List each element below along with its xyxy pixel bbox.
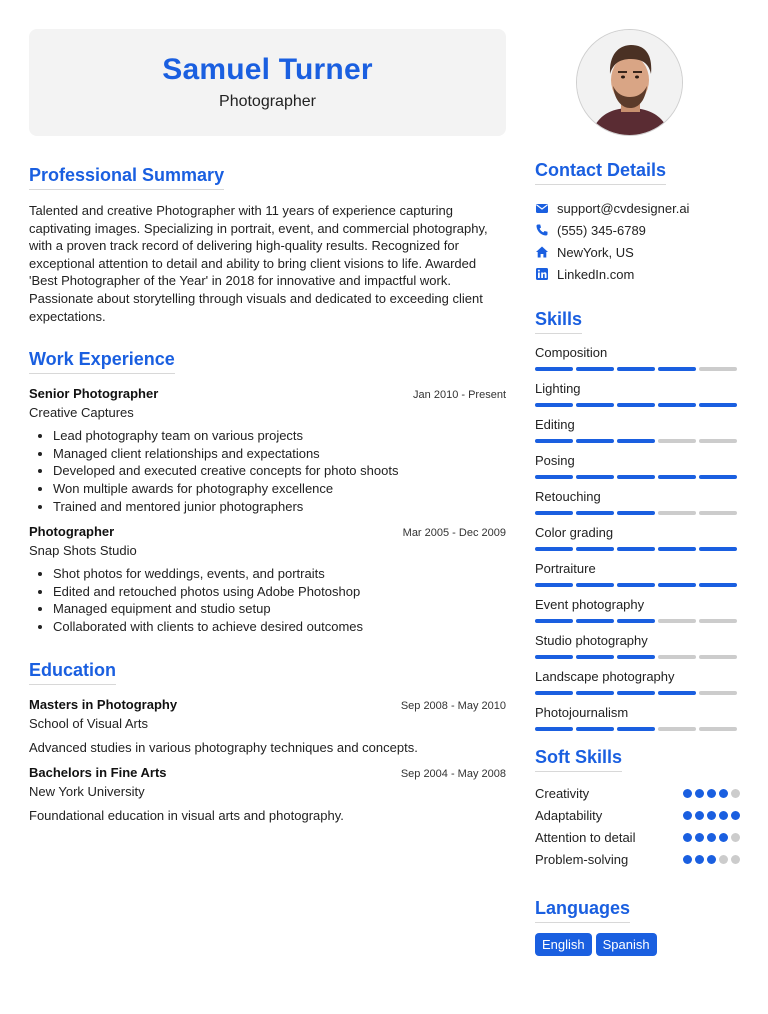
skill-level-segment <box>699 511 737 515</box>
soft-skill-rating <box>683 789 740 798</box>
soft-skills-section <box>535 747 740 870</box>
skills-list <box>535 344 740 731</box>
skill-name: Studio photography <box>535 633 648 648</box>
skill-level-segment <box>699 439 737 443</box>
skill-item <box>535 632 740 659</box>
language-pill: Spanish <box>596 933 657 956</box>
job-title: Senior Photographer <box>29 386 159 402</box>
rating-dot <box>719 789 728 798</box>
rating-dot <box>719 811 728 820</box>
skill-level-bar <box>535 691 740 695</box>
job-entry <box>29 524 506 635</box>
soft-skill-name: Attention to detail <box>535 829 636 845</box>
bullet-item: • Collaborated with clients to achieve desired outcomes <box>53 618 506 636</box>
skill-level-segment <box>699 403 737 407</box>
job-company: Snap Shots Studio <box>29 543 137 559</box>
languages-heading: Languages <box>535 898 630 923</box>
skill-level-segment <box>658 583 696 587</box>
skill-level-segment <box>535 367 573 371</box>
rating-dot <box>695 833 704 842</box>
candidate-name: Samuel Turner <box>162 53 373 86</box>
soft-skill-item <box>535 826 740 848</box>
rating-dot <box>731 811 740 820</box>
skill-level-segment <box>576 511 614 515</box>
soft-skill-item <box>535 782 740 804</box>
portrait-image <box>577 30 683 136</box>
job-company: Creative Captures <box>29 405 134 421</box>
skill-level-segment <box>535 475 573 479</box>
skill-name: Lighting <box>535 381 581 396</box>
skill-item <box>535 524 740 551</box>
skill-level-segment <box>576 439 614 443</box>
skill-level-segment <box>699 691 737 695</box>
skill-level-segment <box>699 475 737 479</box>
skill-level-bar <box>535 619 740 623</box>
education-heading: Education <box>29 660 116 685</box>
envelope-icon <box>535 201 549 215</box>
skill-level-segment <box>617 367 655 371</box>
skill-level-segment <box>535 403 573 407</box>
summary-heading: Professional Summary <box>29 165 224 190</box>
skill-level-bar <box>535 547 740 551</box>
profile-photo <box>576 29 683 136</box>
languages-section <box>535 898 740 956</box>
skill-name: Portraiture <box>535 561 596 576</box>
soft-skill-name: Problem-solving <box>535 851 629 867</box>
school-name: New York University <box>29 783 145 799</box>
language-pill: English <box>535 933 592 956</box>
skill-level-segment <box>617 619 655 623</box>
skill-level-bar <box>535 403 740 407</box>
skill-level-segment <box>699 655 737 659</box>
job-entry <box>29 386 506 515</box>
skill-item <box>535 488 740 515</box>
soft-skill-name: Creativity <box>535 785 590 801</box>
rating-dot <box>731 789 740 798</box>
left-column <box>29 165 506 823</box>
contact-heading: Contact Details <box>535 160 666 185</box>
skill-level-segment <box>576 583 614 587</box>
skill-level-segment <box>576 727 614 731</box>
languages-list <box>535 933 740 956</box>
contact-phone <box>535 219 740 241</box>
skill-item <box>535 704 740 731</box>
job-bullets <box>53 565 506 635</box>
home-icon <box>535 245 549 259</box>
soft-skill-name: Adaptability <box>535 807 603 823</box>
soft-skill-item <box>535 804 740 826</box>
skill-level-segment <box>535 547 573 551</box>
header-banner <box>29 29 506 136</box>
rating-dot <box>707 833 716 842</box>
skill-level-segment <box>576 691 614 695</box>
email-text[interactable]: support@cvdesigner.ai <box>557 200 690 216</box>
skill-item <box>535 380 740 407</box>
skill-level-segment <box>576 403 614 407</box>
skill-level-segment <box>658 727 696 731</box>
location-text: NewYork, US <box>557 244 634 260</box>
rating-dot <box>695 855 704 864</box>
skill-level-segment <box>617 439 655 443</box>
bullet-item: • Managed equipment and studio setup <box>53 600 506 618</box>
skill-level-segment <box>658 439 696 443</box>
skill-level-segment <box>576 655 614 659</box>
skill-level-segment <box>658 691 696 695</box>
skill-level-segment <box>535 583 573 587</box>
bullet-item: • Managed client relationships and expectations <box>53 445 506 463</box>
contact-location <box>535 241 740 263</box>
rating-dot <box>683 833 692 842</box>
skill-name: Posing <box>535 453 575 468</box>
skill-level-segment <box>658 367 696 371</box>
skill-item <box>535 560 740 587</box>
skill-level-bar <box>535 655 740 659</box>
job-dates: Jan 2010 - Present <box>413 389 506 402</box>
school-name: School of Visual Arts <box>29 715 148 731</box>
phone-text: (555) 345-6789 <box>557 222 646 238</box>
job-dates: Mar 2005 - Dec 2009 <box>402 527 506 540</box>
rating-dot <box>731 833 740 842</box>
bullet-item: • Developed and executed creative concepts for photo shoots <box>53 462 506 480</box>
summary-section <box>29 165 506 325</box>
bullet-item: • Lead photography team on various projects <box>53 427 506 445</box>
rating-dot <box>719 833 728 842</box>
skill-name: Color grading <box>535 525 614 540</box>
phone-icon <box>535 223 549 237</box>
skill-level-segment <box>658 547 696 551</box>
soft-skills-heading: Soft Skills <box>535 747 622 772</box>
bullet-item: • Trained and mentored junior photographers <box>53 498 506 516</box>
skill-level-segment <box>576 619 614 623</box>
skill-level-segment <box>658 475 696 479</box>
contact-linkedin <box>535 263 740 285</box>
skill-name: Composition <box>535 345 608 360</box>
skill-level-segment <box>699 619 737 623</box>
skill-name: Photojournalism <box>535 705 629 720</box>
soft-skill-rating <box>683 811 740 820</box>
skill-level-segment <box>535 655 573 659</box>
education-entry <box>29 765 506 823</box>
skill-level-segment <box>699 367 737 371</box>
rating-dot <box>695 789 704 798</box>
skill-level-segment <box>617 547 655 551</box>
skill-level-segment <box>617 403 655 407</box>
rating-dot <box>707 855 716 864</box>
bullet-item: • Won multiple awards for photography excellence <box>53 480 506 498</box>
skill-level-bar <box>535 367 740 371</box>
degree-title: Bachelors in Fine Arts <box>29 764 167 780</box>
skill-level-segment <box>699 547 737 551</box>
skill-name: Landscape photography <box>535 669 675 684</box>
soft-skills-list <box>535 782 740 870</box>
rating-dot <box>707 789 716 798</box>
skill-level-segment <box>576 367 614 371</box>
soft-skill-rating <box>683 855 740 864</box>
skill-level-bar <box>535 511 740 515</box>
skill-level-segment <box>617 691 655 695</box>
skill-level-segment <box>658 403 696 407</box>
education-dates: Sep 2004 - May 2008 <box>400 767 506 780</box>
right-column <box>535 160 740 956</box>
skills-section <box>535 309 740 731</box>
skill-name: Editing <box>535 417 575 432</box>
job-bullets <box>53 427 506 515</box>
job-title: Photographer <box>29 524 115 540</box>
education-section <box>29 660 506 823</box>
bullet-item: • Edited and retouched photos using Adobe Photoshop <box>53 583 506 601</box>
skill-level-segment <box>535 691 573 695</box>
skill-level-segment <box>617 655 655 659</box>
skill-item <box>535 344 740 371</box>
linkedin-text[interactable]: LinkedIn.com <box>557 266 635 282</box>
rating-dot <box>707 811 716 820</box>
skill-level-bar <box>535 439 740 443</box>
education-description: Foundational education in visual arts and photography. <box>29 807 344 823</box>
skill-name: Event photography <box>535 597 645 612</box>
skill-level-segment <box>658 511 696 515</box>
skill-level-segment <box>535 511 573 515</box>
skill-level-segment <box>535 727 573 731</box>
rating-dot <box>683 855 692 864</box>
skill-level-bar <box>535 583 740 587</box>
rating-dot <box>731 855 740 864</box>
linkedin-icon <box>535 267 549 281</box>
education-dates: Sep 2008 - May 2010 <box>400 699 506 712</box>
skill-level-bar <box>535 475 740 479</box>
contact-email <box>535 197 740 219</box>
candidate-title: Photographer <box>219 93 316 110</box>
skill-level-segment <box>699 727 737 731</box>
skill-name: Retouching <box>535 489 601 504</box>
skill-level-segment <box>617 727 655 731</box>
skill-item <box>535 596 740 623</box>
experience-heading: Work Experience <box>29 349 175 374</box>
experience-section <box>29 349 506 635</box>
skill-level-segment <box>535 439 573 443</box>
rating-dot <box>683 789 692 798</box>
skill-level-segment <box>699 583 737 587</box>
rating-dot <box>695 811 704 820</box>
skill-level-segment <box>576 475 614 479</box>
rating-dot <box>719 855 728 864</box>
skill-item <box>535 452 740 479</box>
summary-text: Talented and creative Photographer with 11 years of experience capturing captivating images. Specializing in portrait, event, and commercial photography, with a proven track record of delivering high-quality results. Recognized for exceptional attention to detail and ability to bring client visions to life. Awarded 'Best Photographer of the Year' in 2018 for innovative and impactful work. Passionate about storytelling through visuals and dedicated to exceeding client expectations. <box>29 203 488 324</box>
rating-dot <box>683 811 692 820</box>
bullet-item: • Shot photos for weddings, events, and portraits <box>53 565 506 583</box>
degree-title: Masters in Photography <box>29 696 178 712</box>
education-entry <box>29 697 506 755</box>
skill-level-segment <box>535 619 573 623</box>
education-description: Advanced studies in various photography techniques and concepts. <box>29 739 418 755</box>
skills-heading: Skills <box>535 309 582 334</box>
soft-skill-item <box>535 848 740 870</box>
skill-level-segment <box>617 475 655 479</box>
skill-item <box>535 416 740 443</box>
skill-item <box>535 668 740 695</box>
soft-skill-rating <box>683 833 740 842</box>
skill-level-segment <box>658 619 696 623</box>
contact-section <box>535 160 740 285</box>
skill-level-segment <box>576 547 614 551</box>
skill-level-bar <box>535 727 740 731</box>
skill-level-segment <box>617 511 655 515</box>
skill-level-segment <box>658 655 696 659</box>
skill-level-segment <box>617 583 655 587</box>
